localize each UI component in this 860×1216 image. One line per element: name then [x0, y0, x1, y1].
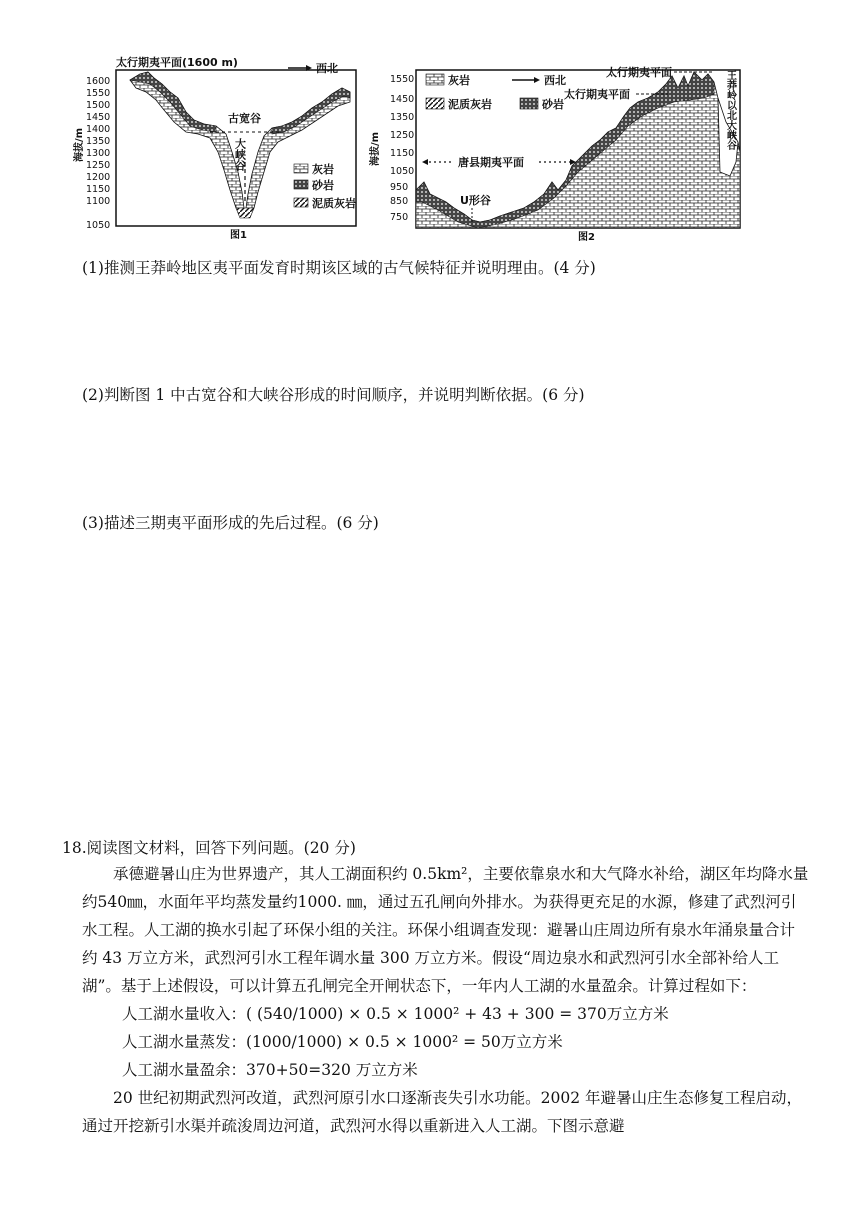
fig1-sandstone-right [272, 88, 350, 134]
fig1-valley-label-2: 大峡谷 [233, 138, 247, 171]
fig2-taihang-label: 太行期夷平面 [564, 88, 630, 101]
fig1-limestone-right [246, 88, 350, 208]
fig2-ytick: 1250 [390, 130, 415, 141]
fig2-direction-label: 西北 [544, 74, 566, 87]
fig2-ytick: 1350 [390, 112, 415, 123]
fig2-caption: 图2 [578, 232, 595, 243]
fig1-legend-label: 泥质灰岩 [312, 197, 356, 210]
question-2: (2)判断图 1 中古宽谷和大峡谷形成的时间顺序，并说明判断依据。(6 分) [82, 386, 585, 404]
figure-2 [368, 62, 748, 244]
fig1-ytick: 1600 [86, 76, 111, 87]
fig1-ytick: 1300 [86, 148, 111, 159]
fig1-ytick: 1350 [86, 136, 111, 147]
fig2-side-label: 王莽岭以北大峡谷 [724, 70, 736, 150]
fig1-ytick: 1250 [86, 160, 111, 171]
fig1-ytick: 1150 [86, 184, 111, 195]
fig1-ytick: 1500 [86, 100, 111, 111]
fig1-ytick: 1550 [86, 88, 111, 99]
fig1-caption: 图1 [230, 230, 247, 240]
fig1-valley-label-1: 古宽谷 [228, 112, 261, 125]
fig2-legend-label: 泥质灰岩 [448, 98, 492, 111]
fig2-ytick: 750 [390, 212, 409, 223]
q18-material [82, 860, 810, 1140]
fig1-yticks [86, 76, 110, 231]
fig1-direction-label: 西北 [316, 62, 338, 75]
fig2-yticks [390, 74, 414, 223]
fig1-legend [294, 162, 356, 210]
figure-1 [70, 52, 370, 240]
fig2-tangxian-surface [422, 154, 576, 169]
q18-paragraph-1: 承德避暑山庄为世界遗产，其人工湖面积约 0.5km²，主要依靠泉水和大气降水补给，湖区年均降水量约540㎜，水面年平均蒸发量约1000. ㎜，通过五孔闸向外排水。为获得更充足的水源，修建了武烈河引水工程。人工湖的换水引起了环保小组的关注。环保小组调查发现：避暑山庄周边所有泉水年涌泉量合计约 43 万立方米，武烈河引水工程年调水量 300 万立方米。假设“周边泉水和武烈河引水全部补给人工湖”。基于上述假设，可以计算五孔闸完全开闸状态下，一年内人工湖的水量盈余。计算过程如下： [82, 865, 809, 995]
fig1-ytick: 1100 [86, 196, 111, 207]
fig1-legend-label: 灰岩 [312, 163, 334, 176]
fig2-direction [512, 73, 566, 87]
question-1: (1)推测王莽岭地区夷平面发育时期该区域的古气候特征并说明理由。(4 分) [82, 259, 596, 277]
fig2-ylabel: 海拔/m [370, 131, 381, 166]
q18-formula-evaporation: 人工湖水量蒸发：(1000/1000) × 0.5 × 1000² = 50万立方米 [122, 1033, 563, 1051]
fig1-direction [288, 61, 338, 75]
fig1-ytick: 1050 [86, 220, 111, 231]
question-3: (3)描述三期夷平面形成的先后过程。(6 分) [82, 514, 379, 532]
fig2-ytick: 1450 [390, 94, 415, 105]
fig2-ytick: 950 [390, 182, 409, 193]
fig2-legend-label: 砂岩 [542, 98, 564, 111]
q18-formula-surplus: 人工湖水量盈余：370+50=320 万立方米 [122, 1061, 418, 1079]
fig2-ytick: 1050 [390, 166, 415, 177]
fig1-legend-label: 砂岩 [312, 179, 334, 192]
fig1-top-label: 太行期夷平面(1600 m) [116, 56, 238, 69]
fig1-marl [236, 208, 254, 218]
q18-title: 18.阅读图文材料，回答下列问题。(20 分) [62, 839, 356, 857]
fig1-ylabel: 海拔/m [74, 127, 85, 162]
fig1-limestone-left [130, 72, 244, 208]
fig2-taihang-top-label: 太行期夷平面 [606, 66, 672, 79]
q18-paragraph-2: 20 世纪初期武烈河改道，武烈河原引水口逐渐丧失引水功能。2002 年避暑山庄生态修复工程启动，通过开挖新引水渠并疏浚周边河道，武烈河水得以重新进入人工湖。下图示意避 [82, 1089, 803, 1135]
fig2-ytick: 1150 [390, 148, 415, 159]
fig2-tangxian-label: 唐县期夷平面 [458, 156, 524, 169]
fig1-sandstone-left [130, 72, 216, 132]
fig1-ytick: 1200 [86, 172, 111, 183]
fig1-ytick: 1400 [86, 124, 111, 135]
fig2-u-valley-label: U形谷 [460, 194, 491, 207]
fig2-legend-label: 灰岩 [448, 74, 470, 87]
fig1-ytick: 1450 [86, 112, 111, 123]
fig2-ytick: 850 [390, 196, 409, 207]
fig2-ytick: 1550 [390, 74, 415, 85]
q18-formula-income: 人工湖水量收入：( (540/1000) × 0.5 × 1000² + 43 + 300 = 370万立方米 [122, 1005, 669, 1023]
